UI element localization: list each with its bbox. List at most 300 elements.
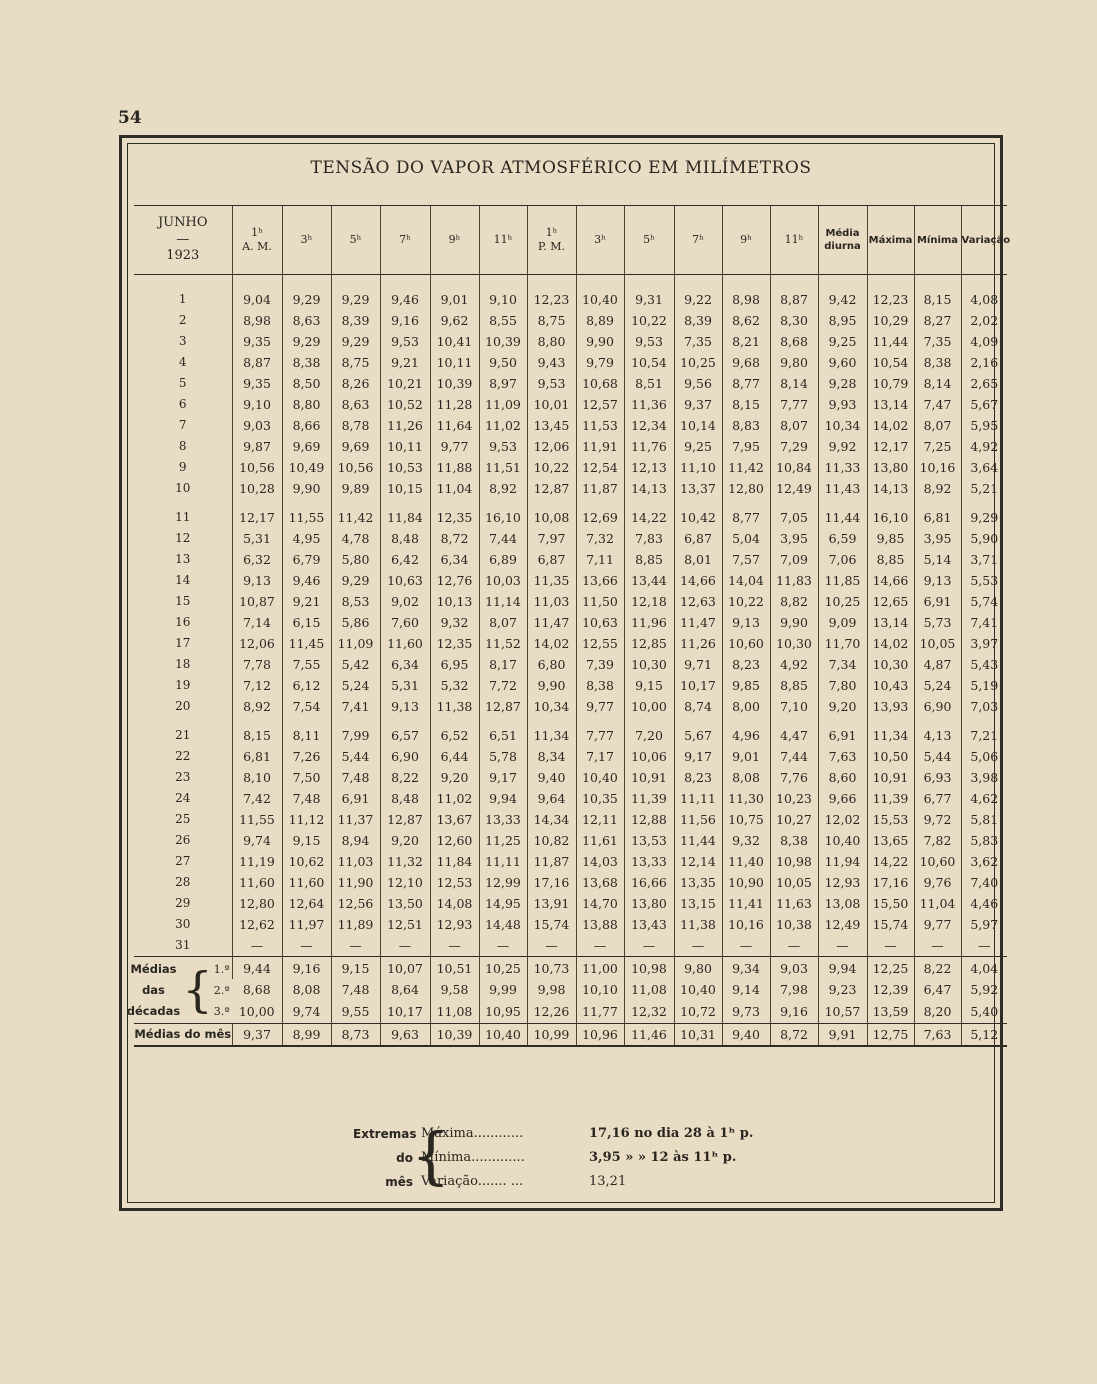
value-cell: 9,35 — [232, 373, 282, 394]
value-cell: 11,35 — [527, 570, 576, 591]
value-cell: 12,49 — [818, 914, 867, 935]
value-cell: 6,42 — [380, 549, 430, 570]
value-cell: 10,25 — [674, 352, 722, 373]
value-cell: 12,63 — [674, 591, 722, 612]
decades-label-cell — [126, 957, 232, 1024]
spacer-row — [134, 275, 1007, 290]
day-number: 27 — [175, 854, 191, 868]
value-cell: 12,55 — [576, 633, 624, 654]
value-cell: 10,40 — [576, 767, 624, 788]
decade-value-cell: 9,23 — [818, 979, 867, 1001]
value-cell: 5,80 — [331, 549, 380, 570]
value-cell: 11,39 — [624, 788, 674, 809]
decade-value-cell: 10,10 — [576, 979, 624, 1001]
value-cell: 9,22 — [674, 289, 722, 310]
extreme-min-value: 3,95 » » 12 às 11ʰ p. — [589, 1150, 737, 1165]
decades-text-line: décadas — [126, 1003, 181, 1018]
value-cell: 8,15 — [722, 394, 770, 415]
value-cell: 13,33 — [624, 851, 674, 872]
day-number: 22 — [175, 749, 191, 763]
extremes-label — [353, 1122, 417, 1194]
value-cell: 10,27 — [770, 809, 818, 830]
spacer-cell — [331, 275, 380, 290]
value-cell: 7,29 — [770, 436, 818, 457]
value-cell: 8,26 — [331, 373, 380, 394]
value-cell: 7,78 — [232, 654, 282, 675]
day-row — [134, 830, 1007, 851]
value-cell: 10,30 — [770, 633, 818, 654]
value-cell: 5,04 — [722, 528, 770, 549]
value-cell: 9,71 — [674, 654, 722, 675]
value-cell: 8,38 — [914, 352, 961, 373]
value-cell: 10,84 — [770, 457, 818, 478]
decade-value-cell: 9,80 — [674, 957, 722, 980]
decade-value-cell: 9,98 — [527, 979, 576, 1001]
value-cell: 11,83 — [770, 570, 818, 591]
value-cell: 11,42 — [722, 457, 770, 478]
value-cell: 6,15 — [282, 612, 331, 633]
day-number: 26 — [175, 833, 191, 847]
value-cell: 9,90 — [576, 331, 624, 352]
value-cell: 11,85 — [818, 570, 867, 591]
value-cell: 7,83 — [624, 528, 674, 549]
value-cell: 13,53 — [624, 830, 674, 851]
spacer-cell — [818, 717, 867, 725]
value-cell: 15,74 — [527, 914, 576, 935]
spacer-cell — [867, 499, 914, 507]
value-cell: 11,32 — [380, 851, 430, 872]
value-cell: 11,76 — [624, 436, 674, 457]
value-cell: — — [914, 935, 961, 957]
value-cell: 7,12 — [232, 675, 282, 696]
day-number: 12 — [175, 531, 191, 545]
month-mean-cell: 9,40 — [722, 1024, 770, 1047]
spacer-cell — [282, 717, 331, 725]
day-row — [134, 352, 1007, 373]
value-cell: 8,50 — [282, 373, 331, 394]
value-cell: 8,83 — [722, 415, 770, 436]
value-cell: 9,94 — [479, 788, 527, 809]
value-cell: 11,87 — [576, 478, 624, 499]
day-number: 14 — [175, 573, 191, 587]
value-cell: 5,97 — [961, 914, 1007, 935]
value-cell: 11,52 — [479, 633, 527, 654]
spacer-cell — [914, 499, 961, 507]
day-row — [134, 696, 1007, 717]
value-cell: 5,31 — [380, 675, 430, 696]
value-cell: 9,66 — [818, 788, 867, 809]
value-cell: 9,77 — [430, 436, 479, 457]
value-cell: 9,10 — [479, 289, 527, 310]
value-cell: 5,95 — [961, 415, 1007, 436]
value-cell: 10,40 — [576, 289, 624, 310]
value-cell: 13,65 — [867, 830, 914, 851]
value-cell: — — [818, 935, 867, 957]
day-row — [134, 872, 1007, 893]
value-cell: 7,03 — [961, 696, 1007, 717]
spacer-cell — [479, 275, 527, 290]
day-row — [134, 394, 1007, 415]
value-cell: 11,11 — [674, 788, 722, 809]
value-cell: 10,29 — [867, 310, 914, 331]
decade-value-cell: 9,16 — [770, 1001, 818, 1024]
pm-label: P. M. — [538, 240, 565, 253]
value-cell: 2,65 — [961, 373, 1007, 394]
value-cell: 8,07 — [479, 612, 527, 633]
value-cell: 4,78 — [331, 528, 380, 549]
decade-value-cell: 10,95 — [479, 1001, 527, 1024]
value-cell: 12,93 — [430, 914, 479, 935]
extremes-item-labels — [421, 1122, 581, 1194]
value-cell: 9,29 — [331, 570, 380, 591]
value-cell: 10,11 — [380, 436, 430, 457]
extreme-min-label: Mínima............. — [421, 1150, 525, 1165]
value-cell: 10,22 — [722, 591, 770, 612]
spacer-cell — [430, 499, 479, 507]
value-cell: 11,04 — [430, 478, 479, 499]
value-cell: 14,22 — [867, 851, 914, 872]
day-number: 10 — [175, 481, 191, 495]
value-cell: 10,49 — [282, 457, 331, 478]
value-cell: 9,53 — [527, 373, 576, 394]
value-cell: 11,97 — [282, 914, 331, 935]
value-cell: 12,76 — [430, 570, 479, 591]
value-cell: 8,85 — [770, 675, 818, 696]
month-mean-cell: 7,63 — [914, 1024, 961, 1047]
value-cell: 9,56 — [674, 373, 722, 394]
day-row — [134, 788, 1007, 809]
decade-value-cell: 7,98 — [770, 979, 818, 1001]
decade-value-cell: 10,40 — [674, 979, 722, 1001]
value-cell: 9,68 — [722, 352, 770, 373]
value-cell: 9,77 — [914, 914, 961, 935]
value-cell: 11,10 — [674, 457, 722, 478]
value-cell: 11,03 — [331, 851, 380, 872]
value-cell: 9,20 — [380, 830, 430, 851]
value-cell: 8,39 — [331, 310, 380, 331]
value-cell: 10,41 — [430, 331, 479, 352]
day-row — [134, 767, 1007, 788]
value-cell: 7,41 — [961, 612, 1007, 633]
page-number: 54 — [118, 108, 142, 128]
decade-value-cell: 12,25 — [867, 957, 914, 980]
value-cell: 11,63 — [770, 893, 818, 914]
value-cell: 15,74 — [867, 914, 914, 935]
value-cell: 8,07 — [914, 415, 961, 436]
spacer-cell — [961, 499, 1007, 507]
value-cell: 8,77 — [722, 373, 770, 394]
value-cell: 10,98 — [770, 851, 818, 872]
value-cell: 8,98 — [722, 289, 770, 310]
value-cell: 9,46 — [282, 570, 331, 591]
day-number: 30 — [175, 917, 191, 931]
value-cell: 8,77 — [722, 507, 770, 528]
value-cell: 8,89 — [576, 310, 624, 331]
value-cell: 17,16 — [867, 872, 914, 893]
value-cell: 17,16 — [527, 872, 576, 893]
value-cell: 11,88 — [430, 457, 479, 478]
day-row — [134, 654, 1007, 675]
value-cell: 10,82 — [527, 830, 576, 851]
value-cell: 9,53 — [624, 331, 674, 352]
value-cell: 12,69 — [576, 507, 624, 528]
value-cell: 12,11 — [576, 809, 624, 830]
value-cell: 9,15 — [624, 675, 674, 696]
spacer-cell — [430, 275, 479, 290]
value-cell: — — [430, 935, 479, 957]
extreme-max-label: Máxima............ — [421, 1126, 524, 1141]
value-cell: 11,55 — [232, 809, 282, 830]
value-cell: 8,34 — [527, 746, 576, 767]
value-cell: 6,77 — [914, 788, 961, 809]
value-cell: 11,34 — [527, 725, 576, 746]
decade-value-cell: 12,32 — [624, 1001, 674, 1024]
value-cell: 6,91 — [331, 788, 380, 809]
month-mean-cell: 8,72 — [770, 1024, 818, 1047]
spacer-cell — [282, 499, 331, 507]
value-cell: 10,00 — [624, 696, 674, 717]
value-cell: 12,23 — [527, 289, 576, 310]
value-cell: 14,66 — [674, 570, 722, 591]
spacer-row — [134, 717, 1007, 725]
value-cell: 10,05 — [914, 633, 961, 654]
decade-value-cell: 9,14 — [722, 979, 770, 1001]
extremes-brace: { — [411, 1119, 451, 1192]
value-cell: 7,44 — [479, 528, 527, 549]
value-cell: 9,21 — [380, 352, 430, 373]
value-cell: 7,77 — [576, 725, 624, 746]
value-cell: 9,04 — [232, 289, 282, 310]
value-cell: 4,95 — [282, 528, 331, 549]
day-number: 8 — [178, 439, 187, 453]
value-cell: 7,48 — [282, 788, 331, 809]
value-cell: — — [331, 935, 380, 957]
month-mean-cell: 10,40 — [479, 1024, 527, 1047]
spacer-cell — [914, 717, 961, 725]
decade-value-cell: 5,92 — [961, 979, 1007, 1001]
value-cell: 9,42 — [818, 289, 867, 310]
spacer-cell — [624, 499, 674, 507]
decade-ordinal: 2.ª — [213, 983, 230, 997]
day-number: 5 — [178, 376, 187, 390]
value-cell: 12,14 — [674, 851, 722, 872]
value-cell: 10,39 — [479, 331, 527, 352]
value-cell: 9,03 — [232, 415, 282, 436]
value-cell: 10,56 — [232, 457, 282, 478]
spacer-cell — [961, 275, 1007, 290]
value-cell: 12,87 — [479, 696, 527, 717]
value-cell: 3,71 — [961, 549, 1007, 570]
value-cell: 13,91 — [527, 893, 576, 914]
value-cell: 12,23 — [867, 289, 914, 310]
value-cell: 7,44 — [770, 746, 818, 767]
value-cell: 14,13 — [867, 478, 914, 499]
col-header-3pm: 3ʰ — [576, 206, 624, 275]
value-cell: 12,18 — [624, 591, 674, 612]
value-cell: 13,88 — [576, 914, 624, 935]
value-cell: 11,94 — [818, 851, 867, 872]
value-cell: 9,29 — [282, 331, 331, 352]
value-cell: 7,77 — [770, 394, 818, 415]
month-mean-cell: 12,75 — [867, 1024, 914, 1047]
value-cell: 10,60 — [914, 851, 961, 872]
value-cell: 10,05 — [770, 872, 818, 893]
value-cell: 9,90 — [770, 612, 818, 633]
value-cell: 9,85 — [722, 675, 770, 696]
value-cell: 8,01 — [674, 549, 722, 570]
day-row — [134, 633, 1007, 654]
value-cell: 9,17 — [479, 767, 527, 788]
month-mean-cell: 11,46 — [624, 1024, 674, 1047]
extremes-item-values — [589, 1122, 889, 1194]
spacer-cell — [576, 275, 624, 290]
day-number: 9 — [178, 460, 187, 474]
month-dash: — — [176, 231, 190, 247]
value-cell: 7,55 — [282, 654, 331, 675]
value-cell: 7,21 — [961, 725, 1007, 746]
value-cell: 10,63 — [576, 612, 624, 633]
value-cell: 7,57 — [722, 549, 770, 570]
value-cell: 7,42 — [232, 788, 282, 809]
decade-value-cell: 10,00 — [238, 1004, 275, 1020]
value-cell: 5,67 — [674, 725, 722, 746]
col-header-9pm: 9ʰ — [722, 206, 770, 275]
value-cell: 9,10 — [232, 394, 282, 415]
value-cell: 10,22 — [527, 457, 576, 478]
value-cell: 9,20 — [818, 696, 867, 717]
value-cell: 10,17 — [674, 675, 722, 696]
col-header-3am: 3ʰ — [282, 206, 331, 275]
day-row — [134, 507, 1007, 528]
value-cell: 10,14 — [674, 415, 722, 436]
value-cell: 9,40 — [527, 767, 576, 788]
value-cell: 9,79 — [576, 352, 624, 373]
day-number: 20 — [175, 699, 191, 713]
decade-value-cell: 11,77 — [576, 1001, 624, 1024]
value-cell: 11,87 — [527, 851, 576, 872]
value-cell: 6,34 — [430, 549, 479, 570]
value-cell: 9,09 — [818, 612, 867, 633]
value-cell: 14,02 — [527, 633, 576, 654]
value-cell: 13,15 — [674, 893, 722, 914]
value-cell: 9,17 — [674, 746, 722, 767]
spacer-cell — [380, 275, 430, 290]
value-cell: 6,81 — [914, 507, 961, 528]
day-row — [134, 549, 1007, 570]
decade-value-cell: 13,59 — [867, 1001, 914, 1024]
value-cell: 8,74 — [674, 696, 722, 717]
value-cell: 5,83 — [961, 830, 1007, 851]
value-cell: 8,92 — [479, 478, 527, 499]
value-cell: 10,60 — [722, 633, 770, 654]
value-cell: 6,89 — [479, 549, 527, 570]
value-cell: 7,80 — [818, 675, 867, 696]
value-cell: 8,21 — [722, 331, 770, 352]
spacer-cell — [527, 499, 576, 507]
value-cell: 7,40 — [961, 872, 1007, 893]
value-cell: 11,39 — [867, 788, 914, 809]
value-cell: 8,27 — [914, 310, 961, 331]
value-cell: 11,45 — [282, 633, 331, 654]
value-cell: 14,04 — [722, 570, 770, 591]
value-cell: 12,51 — [380, 914, 430, 935]
value-cell: 11,28 — [430, 394, 479, 415]
value-cell: 9,15 — [282, 830, 331, 851]
value-cell: 10,91 — [624, 767, 674, 788]
value-cell: 12,34 — [624, 415, 674, 436]
value-cell: 12,93 — [818, 872, 867, 893]
value-cell: 5,81 — [961, 809, 1007, 830]
value-cell: 7,41 — [331, 696, 380, 717]
spacer-cell — [770, 275, 818, 290]
value-cell: 8,15 — [914, 289, 961, 310]
value-cell: 9,74 — [232, 830, 282, 851]
col-hour: 1ʰ — [251, 225, 263, 239]
extreme-var-value: 13,21 — [589, 1174, 627, 1189]
day-number: 1 — [178, 292, 187, 306]
value-cell: — — [961, 935, 1007, 957]
decade-value-cell: 9,15 — [331, 957, 380, 980]
value-cell: 8,30 — [770, 310, 818, 331]
spacer-cell — [818, 275, 867, 290]
value-cell: 12,06 — [232, 633, 282, 654]
value-cell: 9,69 — [331, 436, 380, 457]
value-cell: 14,95 — [479, 893, 527, 914]
value-cell: 2,16 — [961, 352, 1007, 373]
value-cell: 11,44 — [867, 331, 914, 352]
value-cell: 11,30 — [722, 788, 770, 809]
value-cell: 9,50 — [479, 352, 527, 373]
day-number: 19 — [175, 678, 191, 692]
value-cell: 10,25 — [818, 591, 867, 612]
value-cell: 11,91 — [576, 436, 624, 457]
value-cell: 5,19 — [961, 675, 1007, 696]
table-frame — [119, 135, 1011, 1211]
value-cell: 8,22 — [380, 767, 430, 788]
value-cell: 10,79 — [867, 373, 914, 394]
value-cell: 11,55 — [282, 507, 331, 528]
value-cell: 10,22 — [624, 310, 674, 331]
decade-value-cell: 10,73 — [527, 957, 576, 980]
value-cell: 4,87 — [914, 654, 961, 675]
day-row — [134, 331, 1007, 352]
value-cell: 6,87 — [674, 528, 722, 549]
value-cell: 10,03 — [479, 570, 527, 591]
day-row — [134, 612, 1007, 633]
value-cell: 10,28 — [232, 478, 282, 499]
value-cell: 11,38 — [430, 696, 479, 717]
value-cell: 7,34 — [818, 654, 867, 675]
decade-value-cell: 11,00 — [576, 957, 624, 980]
value-cell: 9,60 — [818, 352, 867, 373]
spacer-cell — [576, 717, 624, 725]
value-cell: 12,35 — [430, 507, 479, 528]
value-cell: 14,70 — [576, 893, 624, 914]
value-cell: 5,21 — [961, 478, 1007, 499]
value-cell: 12,88 — [624, 809, 674, 830]
decade-value-cell: 8,68 — [242, 982, 271, 998]
value-cell: 9,02 — [380, 591, 430, 612]
value-cell: — — [770, 935, 818, 957]
decade-value-cell: 9,44 — [232, 957, 282, 980]
month-mean-cell: 5,12 — [961, 1024, 1007, 1047]
value-cell: 12,80 — [722, 478, 770, 499]
spacer-cell — [232, 499, 282, 507]
decade-value-cell: 9,94 — [818, 957, 867, 980]
value-cell: — — [624, 935, 674, 957]
spacer-cell — [282, 275, 331, 290]
day-number: 29 — [175, 896, 191, 910]
